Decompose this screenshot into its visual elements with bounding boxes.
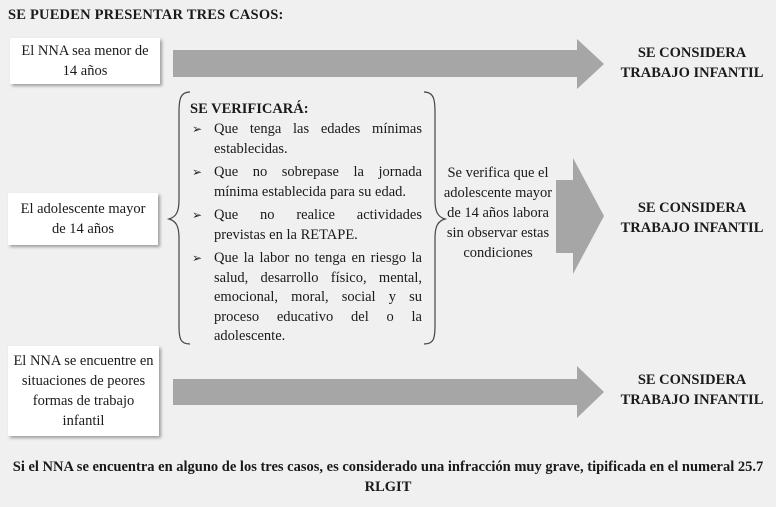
verification-item bbox=[190, 163, 422, 202]
verification-item-text: Que no realice actividades previstas en la RETAPE. bbox=[214, 207, 422, 243]
arrow-bullet-icon: ➢ bbox=[192, 122, 203, 136]
middle-note: Se verifica que el adolescente mayor de 14 años labora sin observar estas condiciones bbox=[443, 165, 553, 261]
case-label: El NNA se encuentre en situaciones de peores formas de trabajo infantil bbox=[13, 353, 154, 429]
verification-list bbox=[190, 120, 422, 351]
result-label: SE CONSIDERA TRABAJO INFANTIL bbox=[620, 372, 764, 408]
arrow-bullet-icon: ➢ bbox=[192, 208, 203, 222]
verification-item-text: Que no sobrepase la jornada mínima establecida para su edad. bbox=[214, 164, 422, 200]
conclusion-text: Si el NNA se encuentra en alguno de los tres casos, es considerado una infracción muy grave, tipificada en el numeral 25.7 RLGIT bbox=[12, 459, 764, 495]
verification-item bbox=[190, 206, 422, 245]
verification-item bbox=[190, 120, 422, 159]
arrow-case-3 bbox=[173, 366, 604, 418]
case-box-over-14 bbox=[8, 193, 158, 245]
arrow-bullet-icon: ➢ bbox=[192, 251, 203, 265]
verification-item-text: Que la labor no tenga en riesgo la salud, desarrollo físico, mental, emocional, moral, social y su proceso educativo del o la adolescente. bbox=[214, 250, 422, 344]
verification-item-text: Que tenga las edades mínimas establecidas. bbox=[214, 121, 422, 157]
result-label: SE CONSIDERA TRABAJO INFANTIL bbox=[620, 45, 764, 81]
case-box-under-14 bbox=[10, 38, 160, 84]
verification-item bbox=[190, 249, 422, 347]
result-label: SE CONSIDERA TRABAJO INFANTIL bbox=[620, 200, 764, 236]
verification-title: SE VERIFICARÁ: bbox=[190, 101, 309, 117]
case-box-worst-forms bbox=[8, 346, 159, 436]
arrow-bullet-icon: ➢ bbox=[192, 165, 203, 179]
case-label: El NNA sea menor de 14 años bbox=[21, 43, 149, 79]
diagram-heading: SE PUEDEN PRESENTAR TRES CASOS: bbox=[8, 7, 284, 23]
case-label: El adolescente mayor de 14 años bbox=[20, 201, 146, 237]
arrow-case-1 bbox=[173, 39, 604, 89]
left-brace bbox=[169, 92, 190, 344]
arrow-case-2 bbox=[556, 158, 604, 274]
